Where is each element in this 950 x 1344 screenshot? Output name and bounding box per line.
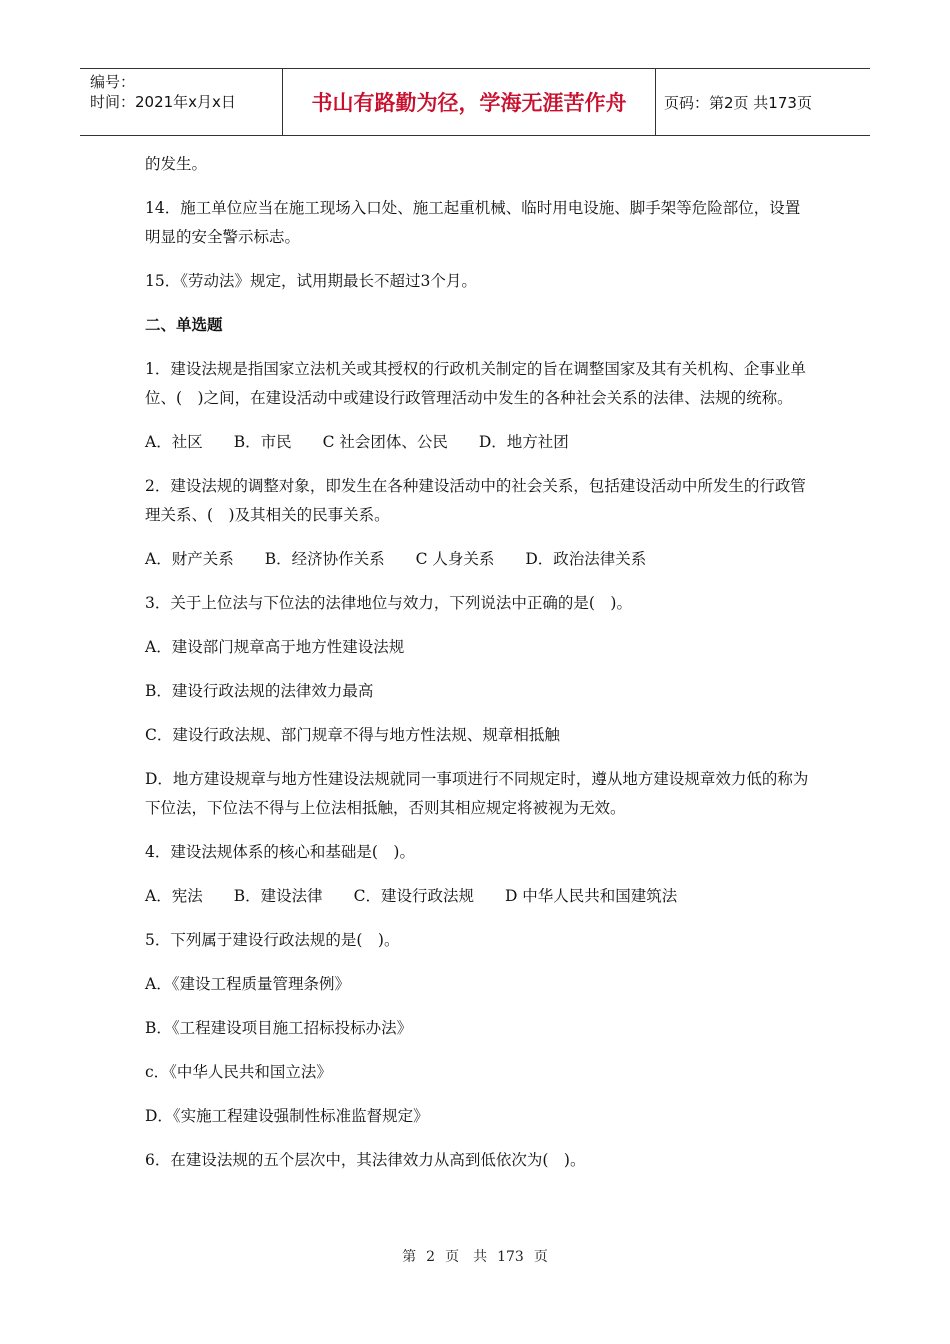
page-footer — [0, 1246, 950, 1266]
paragraph: B．建设行政法规的法律效力最高 — [145, 682, 374, 700]
footer-total-pages: 173 — [497, 1249, 524, 1265]
paragraph: 1．建设法规是指国家立法机关或其授权的行政机关制定的旨在调整国家及其有关机构、企事业单位、( )之间，在建设活动中或建设行政管理活动中发生的各种社会关系的法律、法规的统称。 — [145, 360, 806, 407]
paragraph: C．建设行政法规、部门规章不得与地方性法规、规章相抵触 — [145, 726, 560, 744]
footer-suffix: 页 — [533, 1249, 548, 1265]
paragraph: 5．下列属于建设行政法规的是( )。 — [145, 931, 400, 949]
header-motto: 书山有路勤为径，学海无涯苦作舟 — [282, 69, 656, 135]
paragraph: A．宪法 B．建设法律 C．建设行政法规 D 中华人民共和国建筑法 — [145, 887, 678, 905]
header-meta — [80, 69, 282, 135]
page-header — [80, 68, 870, 136]
section-heading: 二、单选题 — [145, 316, 223, 334]
paragraph: D．《实施工程建设强制性标准监督规定》 — [145, 1107, 429, 1125]
paragraph: B．《工程建设项目施工招标投标办法》 — [145, 1019, 413, 1037]
paragraph: 2．建设法规的调整对象，即发生在各种建设活动中的社会关系，包括建设活动中所发生的行政管理关系、( )及其相关的民事关系。 — [145, 477, 806, 524]
paragraph: 3．关于上位法与下位法的法律地位与效力，下列说法中正确的是( )。 — [145, 594, 632, 612]
document-number-label: 编号： — [90, 73, 136, 91]
header-page-label: 页码：第2页 共173页 — [664, 93, 812, 112]
paragraph: 15．《劳动法》规定，试用期最长不超过3个月。 — [145, 272, 477, 290]
paragraph: A．社区 B．市民 C 社会团体、公民 D．地方社团 — [145, 433, 569, 451]
footer-prefix: 第 — [402, 1249, 417, 1265]
paragraph: 的发生。 — [145, 155, 208, 173]
paragraph: 6．在建设法规的五个层次中，其法律效力从高到低依次为( )。 — [145, 1151, 586, 1169]
paragraph: A．财产关系 B．经济协作关系 C 人身关系 D．政治法律关系 — [145, 550, 647, 568]
paragraph: c．《中华人民共和国立法》 — [145, 1063, 332, 1081]
paragraph: 14．施工单位应当在施工现场入口处、施工起重机械、临时用电设施、脚手架等危险部位，设置明显的安全警示标志。 — [145, 199, 801, 246]
footer-current-page: 2 — [426, 1249, 436, 1265]
document-body — [145, 150, 815, 1190]
footer-middle: 页 共 — [445, 1249, 488, 1265]
paragraph: A．《建设工程质量管理条例》 — [145, 975, 350, 993]
paragraph: D．地方建设规章与地方性建设法规就同一事项进行不同规定时，遵从地方建设规章效力低的称为下位法，下位法不得与上位法相抵触，否则其相应规定将被视为无效。 — [145, 770, 809, 817]
paragraph: A．建设部门规章高于地方性建设法规 — [145, 638, 405, 656]
document-time-label: 时间：2021年x月x日 — [90, 93, 236, 111]
paragraph: 4．建设法规体系的核心和基础是( )。 — [145, 843, 415, 861]
